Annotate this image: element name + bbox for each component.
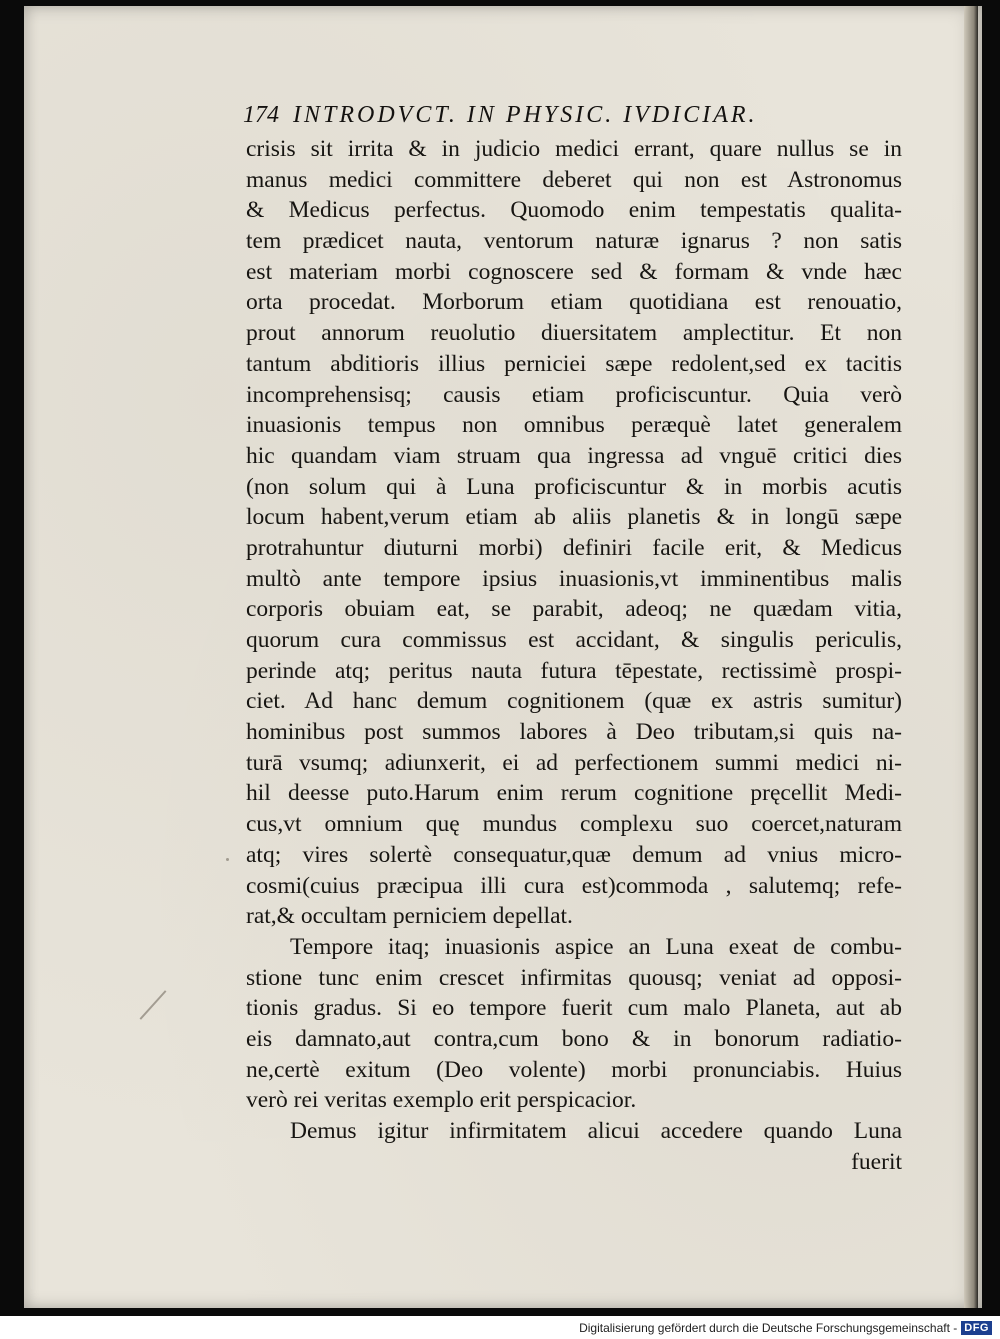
footer-bar (0, 1316, 1000, 1339)
text-line: hominibus post summos labores à Deo tributam,si quis na- (246, 719, 902, 746)
text-line: turā vsumq; adiunxerit, ei ad perfectionem summi medici ni- (246, 749, 902, 776)
text-line: tem prædicet nauta, ventorum naturæ ignarus ? non satis (246, 228, 902, 255)
text-line: orta procedat. Morborum etiam quotidiana est renouatio, (246, 289, 902, 316)
text-line: hic quandam viam struam qua ingressa ad vnguē critici dies (246, 442, 902, 469)
page-edge (964, 6, 978, 1308)
text-line: atq; vires solertè consequatur,quæ demum ad vnius micro- (246, 841, 902, 868)
text-line: & Medicus perfectus. Quomodo enim tempestatis qualita- (246, 197, 902, 224)
text-line: prout annorum reuolutio diuersitatem amplectitur. Et non (246, 320, 902, 347)
text-line: cosmi(cuius præcipua illi cura est)commoda , salutemq; refe- (246, 872, 902, 899)
text-line: cus,vt omnium quę mundus complexu suo coercet,naturam (246, 811, 902, 838)
text-line: tionis gradus. Si eo tempore fuerit cum malo Planeta, aut ab (246, 995, 902, 1022)
text-line: verò rei veritas exemplo erit perspicacior. (246, 1087, 637, 1114)
text-line: stione tunc enim crescet infirmitas quousq; veniat ad opposi- (246, 964, 902, 991)
text-line: perinde atq; peritus nauta futura tēpestate, rectissimè prospi- (246, 657, 902, 684)
text-line: ne,certè exitum (Deo volente) morbi pronunciabis. Huius (246, 1056, 902, 1083)
text-line: manus medici committere deberet qui non est Astronomus (246, 166, 902, 193)
footer-credit: Digitalisierung gefördert durch die Deutsche Forschungsgemeinschaft - (579, 1320, 958, 1335)
text-line: corporis obuiam eat, se parabit, adeoq; ne quædam vitia, (246, 596, 902, 623)
text-line: multò ante tempore ipsius inuasionis,vt imminentibus malis (246, 565, 902, 592)
dfg-logo: DFG (961, 1321, 992, 1335)
text-line: tantum abditioris illius perniciei sæpe redolent,sed ex tacitis (246, 350, 902, 377)
text-line: quorum cura commissus est accidant, & singulis periculis, (246, 627, 902, 653)
text-line: protrahuntur diuturni morbi) definiri facile erit, & Medicus (246, 534, 902, 561)
paragraph-start-line: Demus igitur infirmitatem alicui accedere quando Luna (290, 1118, 902, 1144)
page-number: 174 (243, 102, 279, 128)
text-line: est materiam morbi cognoscere sed & formam & vnde hæc (246, 258, 902, 285)
running-title: INTRODVCT. IN PHYSIC. IVDICIAR. (293, 102, 758, 128)
page-header (243, 102, 883, 136)
text-line: (non solum qui à Luna proficiscuntur & in morbis acutis (246, 473, 902, 500)
paragraph-start-line: Tempore itaq; inuasionis aspice an Luna exeat de combu- (290, 933, 902, 960)
text-line: eis damnato,aut contra,cum bono & in bonorum radiatio- (246, 1025, 902, 1052)
text-line: crisis sit irrita & in judicio medici errant, quare nullus se in (246, 136, 902, 162)
margin-mark (226, 858, 229, 861)
catchword: fuerit (851, 1148, 902, 1175)
text-line: locum habent,verum etiam ab aliis planetis & in longū sæpe (246, 504, 902, 531)
text-line: ciet. Ad hanc demum cognitionem (quæ ex astris sumitur) (246, 688, 902, 715)
text-line: rat,& occultam perniciem depellat. (246, 903, 573, 930)
text-line: hil deesse puto.Harum enim rerum cognitione pręcellit Medi- (246, 780, 902, 807)
text-line: incomprehensisq; causis etiam proficiscuntur. Quia verò (246, 381, 902, 408)
text-line: inuasionis tempus non omnibus peræquè latet generalem (246, 412, 902, 439)
body-text (246, 134, 902, 1177)
